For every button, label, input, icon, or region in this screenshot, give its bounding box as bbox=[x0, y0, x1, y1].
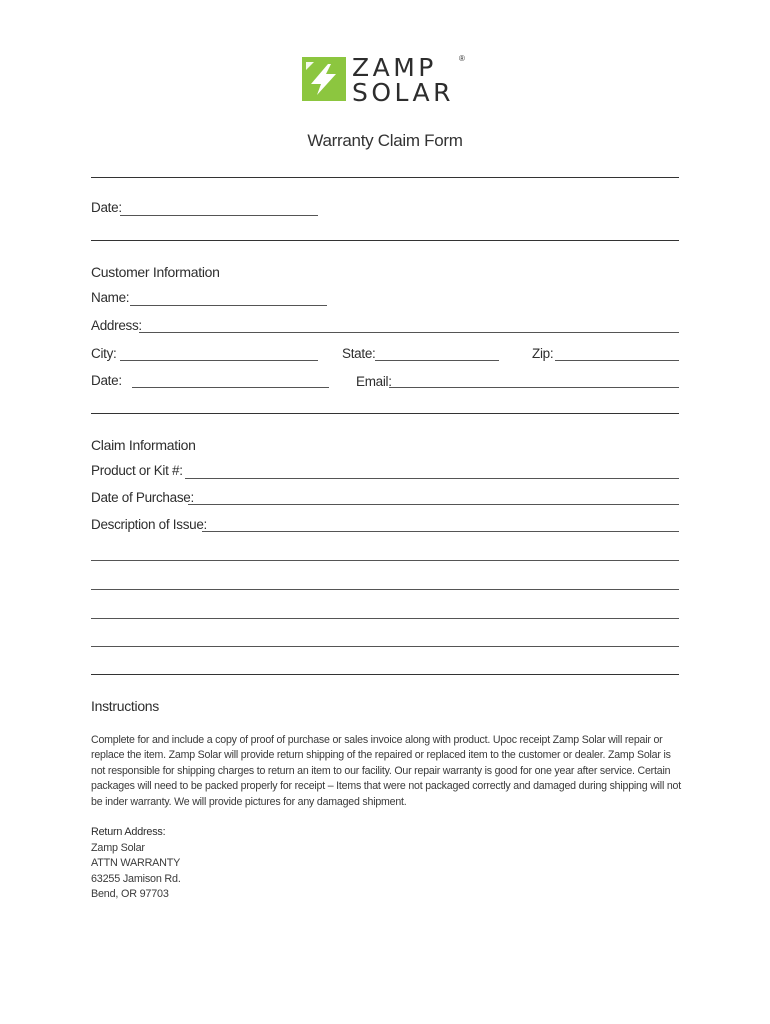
brand-logo-icon bbox=[302, 57, 346, 101]
brand-name-line2: SOLAR bbox=[352, 78, 455, 107]
state-label: State: bbox=[342, 346, 376, 361]
date-field[interactable] bbox=[120, 215, 318, 216]
zip-label: Zip: bbox=[532, 346, 554, 361]
description-label: Description of Issue: bbox=[91, 517, 208, 532]
description-field[interactable] bbox=[202, 531, 679, 532]
state-field[interactable] bbox=[375, 360, 499, 361]
address-line: Zamp Solar bbox=[91, 841, 145, 854]
instructions-heading: Instructions bbox=[91, 698, 159, 714]
email-field[interactable] bbox=[389, 387, 679, 388]
divider bbox=[91, 413, 679, 414]
return-address bbox=[91, 825, 181, 903]
registered-mark: ® bbox=[459, 54, 465, 63]
address-line: ATTN WARRANTY bbox=[91, 857, 181, 870]
city-label: City: bbox=[91, 346, 117, 361]
date-label: Date: bbox=[91, 200, 122, 215]
divider bbox=[91, 240, 679, 241]
customer-date-label: Date: bbox=[91, 373, 122, 388]
description-line[interactable] bbox=[91, 589, 679, 590]
address-line: Bend, OR 97703 bbox=[91, 888, 169, 901]
zip-field[interactable] bbox=[555, 360, 679, 361]
purchase-date-label: Date of Purchase: bbox=[91, 490, 194, 505]
return-address-label: Return Address: bbox=[91, 826, 166, 838]
customer-date-field[interactable] bbox=[132, 387, 329, 388]
product-field[interactable] bbox=[185, 478, 679, 479]
purchase-date-field[interactable] bbox=[188, 504, 679, 505]
divider bbox=[91, 674, 679, 675]
email-label: Email: bbox=[356, 374, 392, 389]
customer-info-heading: Customer Information bbox=[91, 264, 220, 280]
divider bbox=[91, 177, 679, 178]
description-line[interactable] bbox=[91, 646, 679, 647]
brand-name-line1: ZAMP bbox=[352, 53, 437, 82]
address-field[interactable] bbox=[139, 332, 679, 333]
name-label: Name: bbox=[91, 290, 130, 305]
claim-info-heading: Claim Information bbox=[91, 437, 196, 453]
description-line[interactable] bbox=[91, 560, 679, 561]
address-label: Address: bbox=[91, 318, 142, 333]
address-line: 63255 Jamison Rd. bbox=[91, 872, 181, 885]
product-label: Product or Kit #: bbox=[91, 463, 183, 478]
city-field[interactable] bbox=[120, 360, 318, 361]
instructions-text: Complete for and include a copy of proof of purchase or sales invoice along with product. Upoc receipt Zamp Solar will repair or replace the item. Zamp Solar will provide return shipping of the repaired or replaced item to the customer or dealer. Zamp Solar is not responsible for shipping charges to return an item to our facility. Our repair warranty is good for one year after service. Certain packages will need to be packed properly for receipt – Items that were not packaged correctly and damaged during shipping will not be inder warranty. We will provide pictures for any damaged shipment. bbox=[91, 734, 681, 808]
name-field[interactable] bbox=[130, 305, 327, 306]
form-title: Warranty Claim Form bbox=[307, 131, 463, 150]
description-line[interactable] bbox=[91, 618, 679, 619]
